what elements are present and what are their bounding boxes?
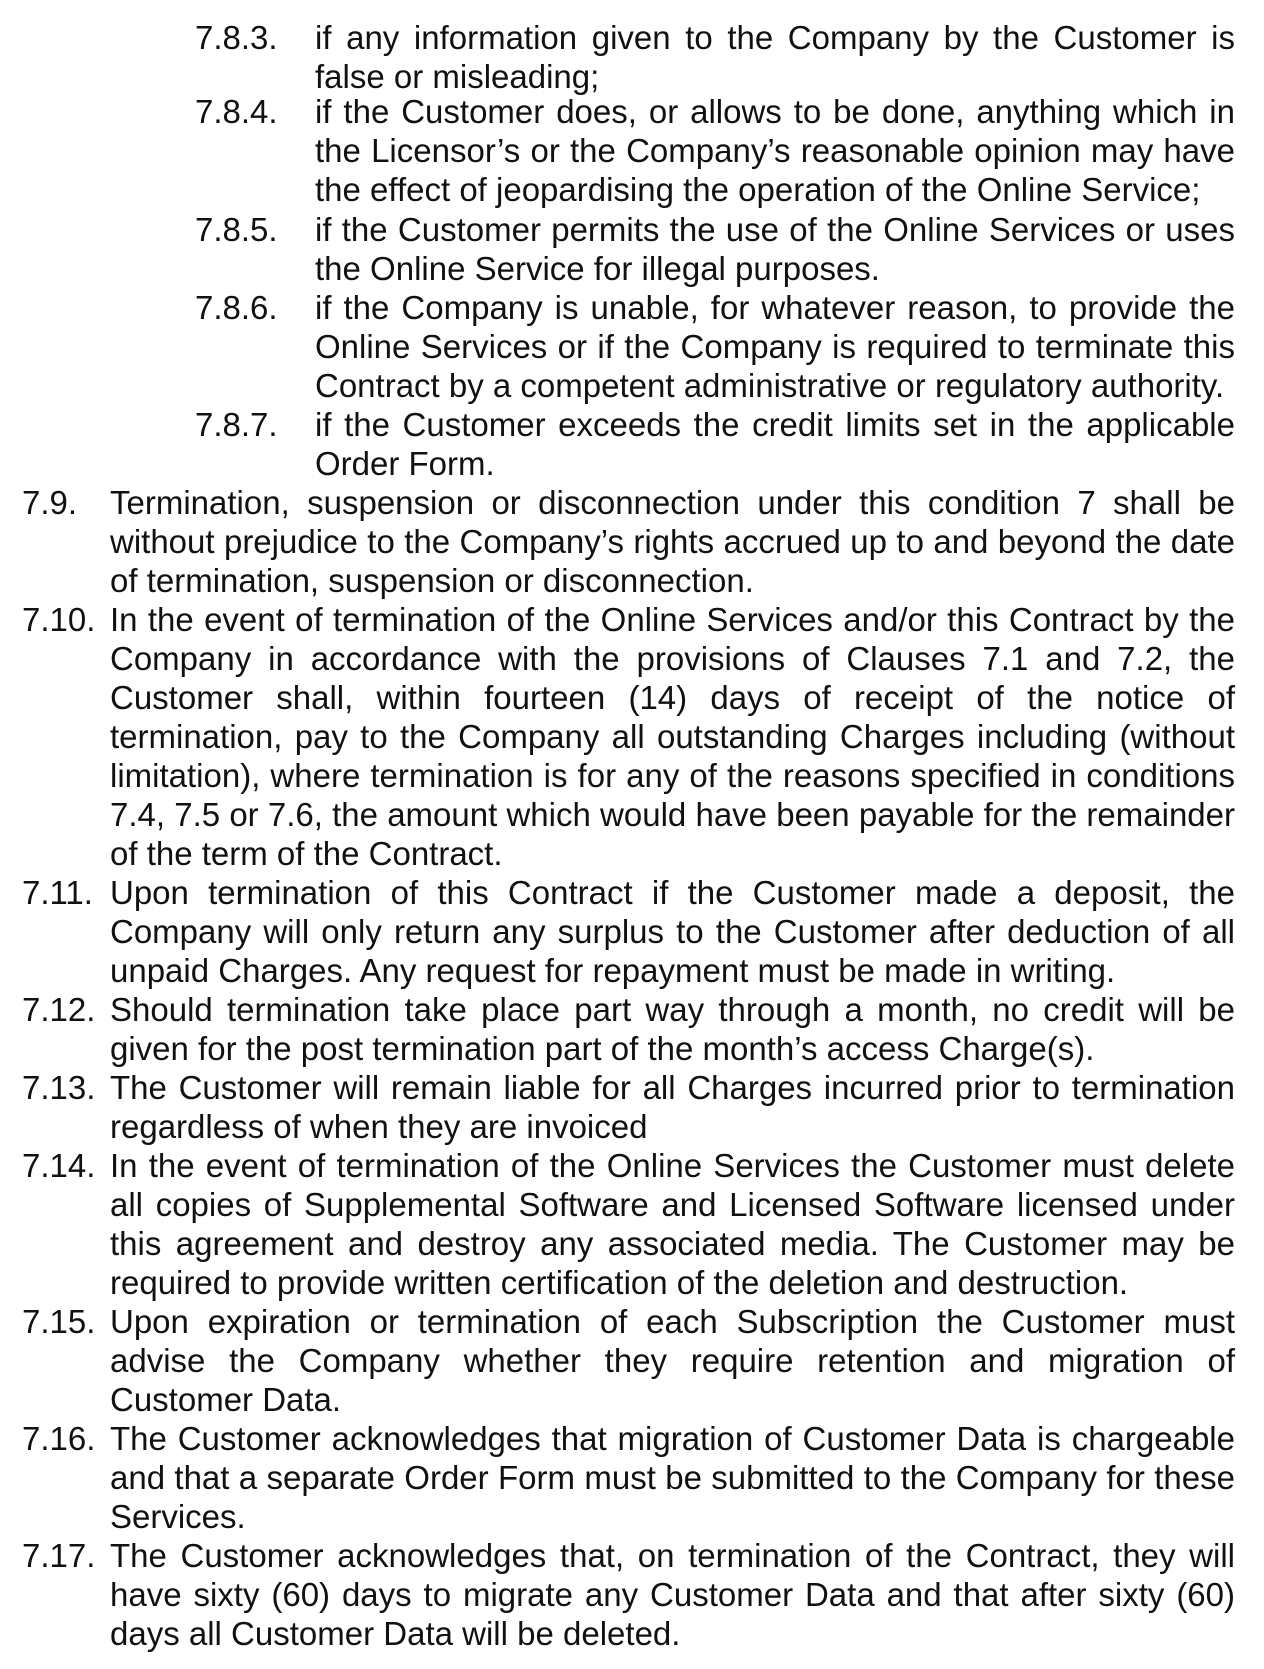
subclause-text: if the Customer does, or allows to be done, anything which in the Licensor’s or the Company’s reasonable opinion may have the effect of jeopardising the operation of the Online Service;	[315, 93, 1235, 208]
clause-text: Should termination take place part way through a month, no credit will be given for the post termination part of the month’s access Charge(s).	[110, 991, 1235, 1067]
clause-number: 7.14.	[22, 1147, 96, 1184]
subclause-text: if the Customer permits the use of the Online Services or uses the Online Service for illegal purposes.	[315, 211, 1235, 287]
clause-number: 7.17.	[22, 1537, 96, 1574]
clause-number: 7.11.	[22, 874, 93, 911]
clause-number: 7.9.	[22, 484, 78, 521]
subclause-number: 7.8.7.	[195, 406, 278, 443]
subclause-number: 7.8.5.	[195, 211, 278, 248]
clause-text: In the event of termination of the Online Services and/or this Contract by the Company in accordance with the provisions of Clauses 7.1 and 7.2, the Customer shall, within fourteen (14) days of receipt of the notice of termination, pay to the Company all outstanding Charges including (without limitation), where termination is for any of the reasons specified in conditions 7.4, 7.5 or 7.6, the amount which would have been payable for the remainder of the term of the Contract.	[110, 601, 1235, 872]
clause-number: 7.16.	[22, 1420, 96, 1457]
clause-text: The Customer acknowledges that migration of Customer Data is chargeable and that a separate Order Form must be submitted to the Company for these Services.	[110, 1420, 1235, 1535]
clause-text: The Customer will remain liable for all Charges incurred prior to termination regardless of when they are invoiced	[110, 1069, 1235, 1145]
subclause-text: if the Customer exceeds the credit limits set in the applicable Order Form.	[315, 406, 1235, 482]
clause-text: Termination, suspension or disconnection under this condition 7 shall be without prejudice to the Company’s rights accrued up to and beyond the date of termination, suspension or disconnection.	[110, 484, 1235, 599]
clause-number: 7.13.	[22, 1069, 96, 1106]
subclause-text: if any information given to the Company by the Customer is false or misleading;	[315, 19, 1235, 95]
clause-number: 7.12.	[22, 991, 96, 1028]
subclause-number: 7.8.3.	[195, 19, 278, 56]
clause-text: Upon expiration or termination of each Subscription the Customer must advise the Company whether they require retention and migration of Customer Data.	[110, 1303, 1235, 1418]
clause-text: In the event of termination of the Online Services the Customer must delete all copies of Supplemental Software and Licensed Software licensed under this agreement and destroy any associated media. The Customer may be required to provide written certification of the deletion and destruction.	[110, 1147, 1235, 1301]
subclause-number: 7.8.6.	[195, 289, 278, 326]
subclause-text: if the Company is unable, for whatever reason, to provide the Online Services or if the Company is required to terminate this Contract by a competent administrative or regulatory authority.	[315, 289, 1235, 404]
clause-text: The Customer acknowledges that, on termination of the Contract, they will have sixty (60) days to migrate any Customer Data and that after sixty (60) days all Customer Data will be deleted.	[110, 1537, 1235, 1652]
clause-text: Upon termination of this Contract if the Customer made a deposit, the Company will only return any surplus to the Customer after deduction of all unpaid Charges. Any request for repayment must be made in writing.	[110, 874, 1235, 989]
clause-number: 7.15.	[22, 1303, 96, 1340]
clause-number: 7.10.	[22, 601, 96, 638]
subclause-number: 7.8.4.	[195, 93, 278, 130]
